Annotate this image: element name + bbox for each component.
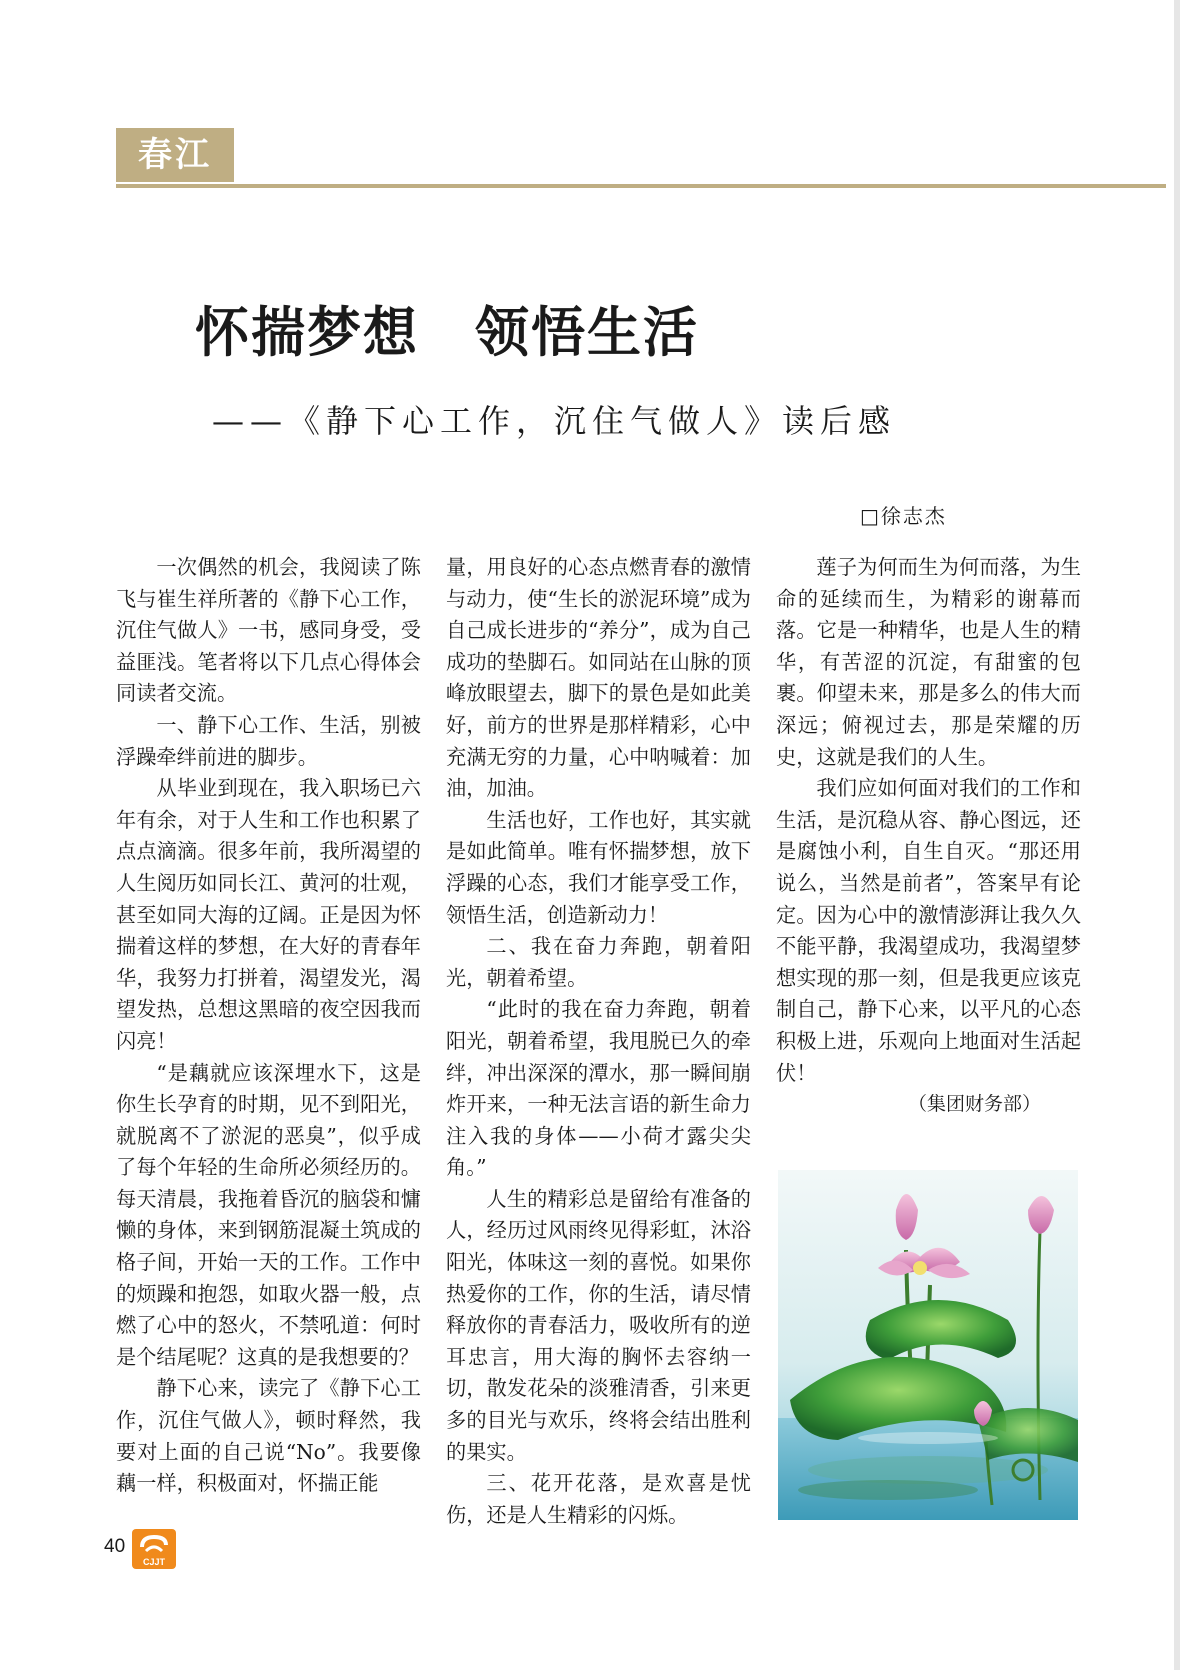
paragraph: 三、花开花落，是欢喜是忧伤，还是人生精彩的闪烁。 bbox=[446, 1471, 751, 1527]
paragraph: 生活也好，工作也好，其实就是如此简单。唯有怀揣梦想，放下浮躁的心态，我们才能享受工作，领悟生活，创造新动力！ bbox=[446, 807, 751, 927]
paragraph: 莲子为何而生为何而落，为生命的延续而生，为精彩的谢幕而落。它是一种精华，也是人生的精华，有苦涩的沉淀，有甜蜜的包裹。仰望未来，那是多么的伟大而深远；俯视过去，那是荣耀的历史，这就是我们的人生。 bbox=[776, 555, 1081, 769]
lotus-image bbox=[778, 1170, 1078, 1520]
section-tag: 春江 bbox=[116, 128, 234, 182]
paragraph: “此时的我在奋力奔跑，朝着阳光，朝着希望，我甩脱已久的牵绊，冲出深深的潭水，那一瞬间崩炸开来，一种无法言语的新生命力注入我的身体——小荷才露尖尖角。” bbox=[446, 997, 751, 1180]
paragraph: 我们应如何面对我们的工作和生活，是沉稳从容、静心图远，还是腐蚀小利，自生自灭。“那还用说么，当然是前者”，答案早有论定。因为心中的激情澎湃让我久久不能平静，我渴望成功，我渴望梦想实现的那一刻，但是我更应该克制自己，静下心来，以平凡的心态积极上进，乐观向上地面对生活起伏！ bbox=[776, 776, 1081, 1085]
header-rule bbox=[116, 184, 1166, 188]
text-column-2 bbox=[446, 552, 751, 1531]
paragraph: 静下心来，读完了《静下心工作，沉住气做人》，顿时释然，我要对上面的自己说“No”。我要像藕一样，积极面对，怀揣正能 bbox=[116, 1376, 421, 1496]
article-title: 怀揣梦想 领悟生活 bbox=[195, 301, 699, 364]
text-column-1 bbox=[116, 552, 421, 1500]
paragraph: 一次偶然的机会，我阅读了陈飞与崔生祥所著的《静下心工作，沉住气做人》一书，感同身受，受益匪浅。笔者将以下几点心得体会同读者交流。 bbox=[116, 555, 421, 706]
paragraph: 从毕业到现在，我入职场已六年有余，对于人生和工作也积累了点点滴滴。很多年前，我所渴望的人生阅历如同长江、黄河的壮观，甚至如同大海的辽阔。正是因为怀揣着这样的梦想，在大好的青春年华，我努力打拼着，渴望发光，渴望发热，总想这黑暗的夜空因我而闪亮！ bbox=[116, 776, 421, 1053]
article-subtitle: ——《静下心工作，沉住气做人》读后感 bbox=[212, 402, 897, 440]
paragraph: 二、我在奋力奔跑，朝着阳光，朝着希望。 bbox=[446, 934, 751, 990]
text-column-3 bbox=[776, 552, 1081, 1121]
paragraph: “是藕就应该深埋水下，这是你生长孕育的时期，见不到阳光，就脱离不了淤泥的恶臭”，似乎成了每个年轻的生命所必须经历的。每天清晨，我拖着昏沉的脑袋和慵懒的身体，来到钢筋混凝土筑成的格子间，开始一天的工作。工作中的烦躁和抱怨，如取火器一般，点燃了心中的怒火，不禁吼道：何时是个结尾呢？这真的是我想要的？ bbox=[116, 1060, 421, 1369]
paragraph: 一、静下心工作、生活，别被浮躁牵绊前进的脚步。 bbox=[116, 712, 421, 769]
author-byline: □徐志杰 bbox=[860, 504, 947, 528]
page-number: 40 bbox=[104, 1536, 126, 1557]
page-edge bbox=[1174, 0, 1180, 1670]
department-signature: （集团财务部） bbox=[907, 1093, 1041, 1116]
paragraph: 量，用良好的心态点燃青春的激情与动力，使“生长的淤泥环境”成为自己成长进步的“养分”，成为自己成功的垫脚石。如同站在山脉的顶峰放眼望去，脚下的景色是如此美好，前方的世界是那样精彩，心中充满无穷的力量，心中呐喊着：加油，加油。 bbox=[446, 555, 751, 801]
svg-text:CJJT: CJJT bbox=[142, 1557, 166, 1567]
publication-logo-icon bbox=[132, 1529, 176, 1569]
paragraph: 人生的精彩总是留给有准备的人，经历过风雨终见得彩虹，沐浴阳光，体味这一刻的喜悦。如果你热爱你的工作，你的生活，请尽情释放你的青春活力，吸收所有的逆耳忠言，用大海的胸怀去容纳一切，散发花朵的淡雅清香，引来更多的目光与欢乐，终将会结出胜利的果实。 bbox=[446, 1186, 751, 1464]
